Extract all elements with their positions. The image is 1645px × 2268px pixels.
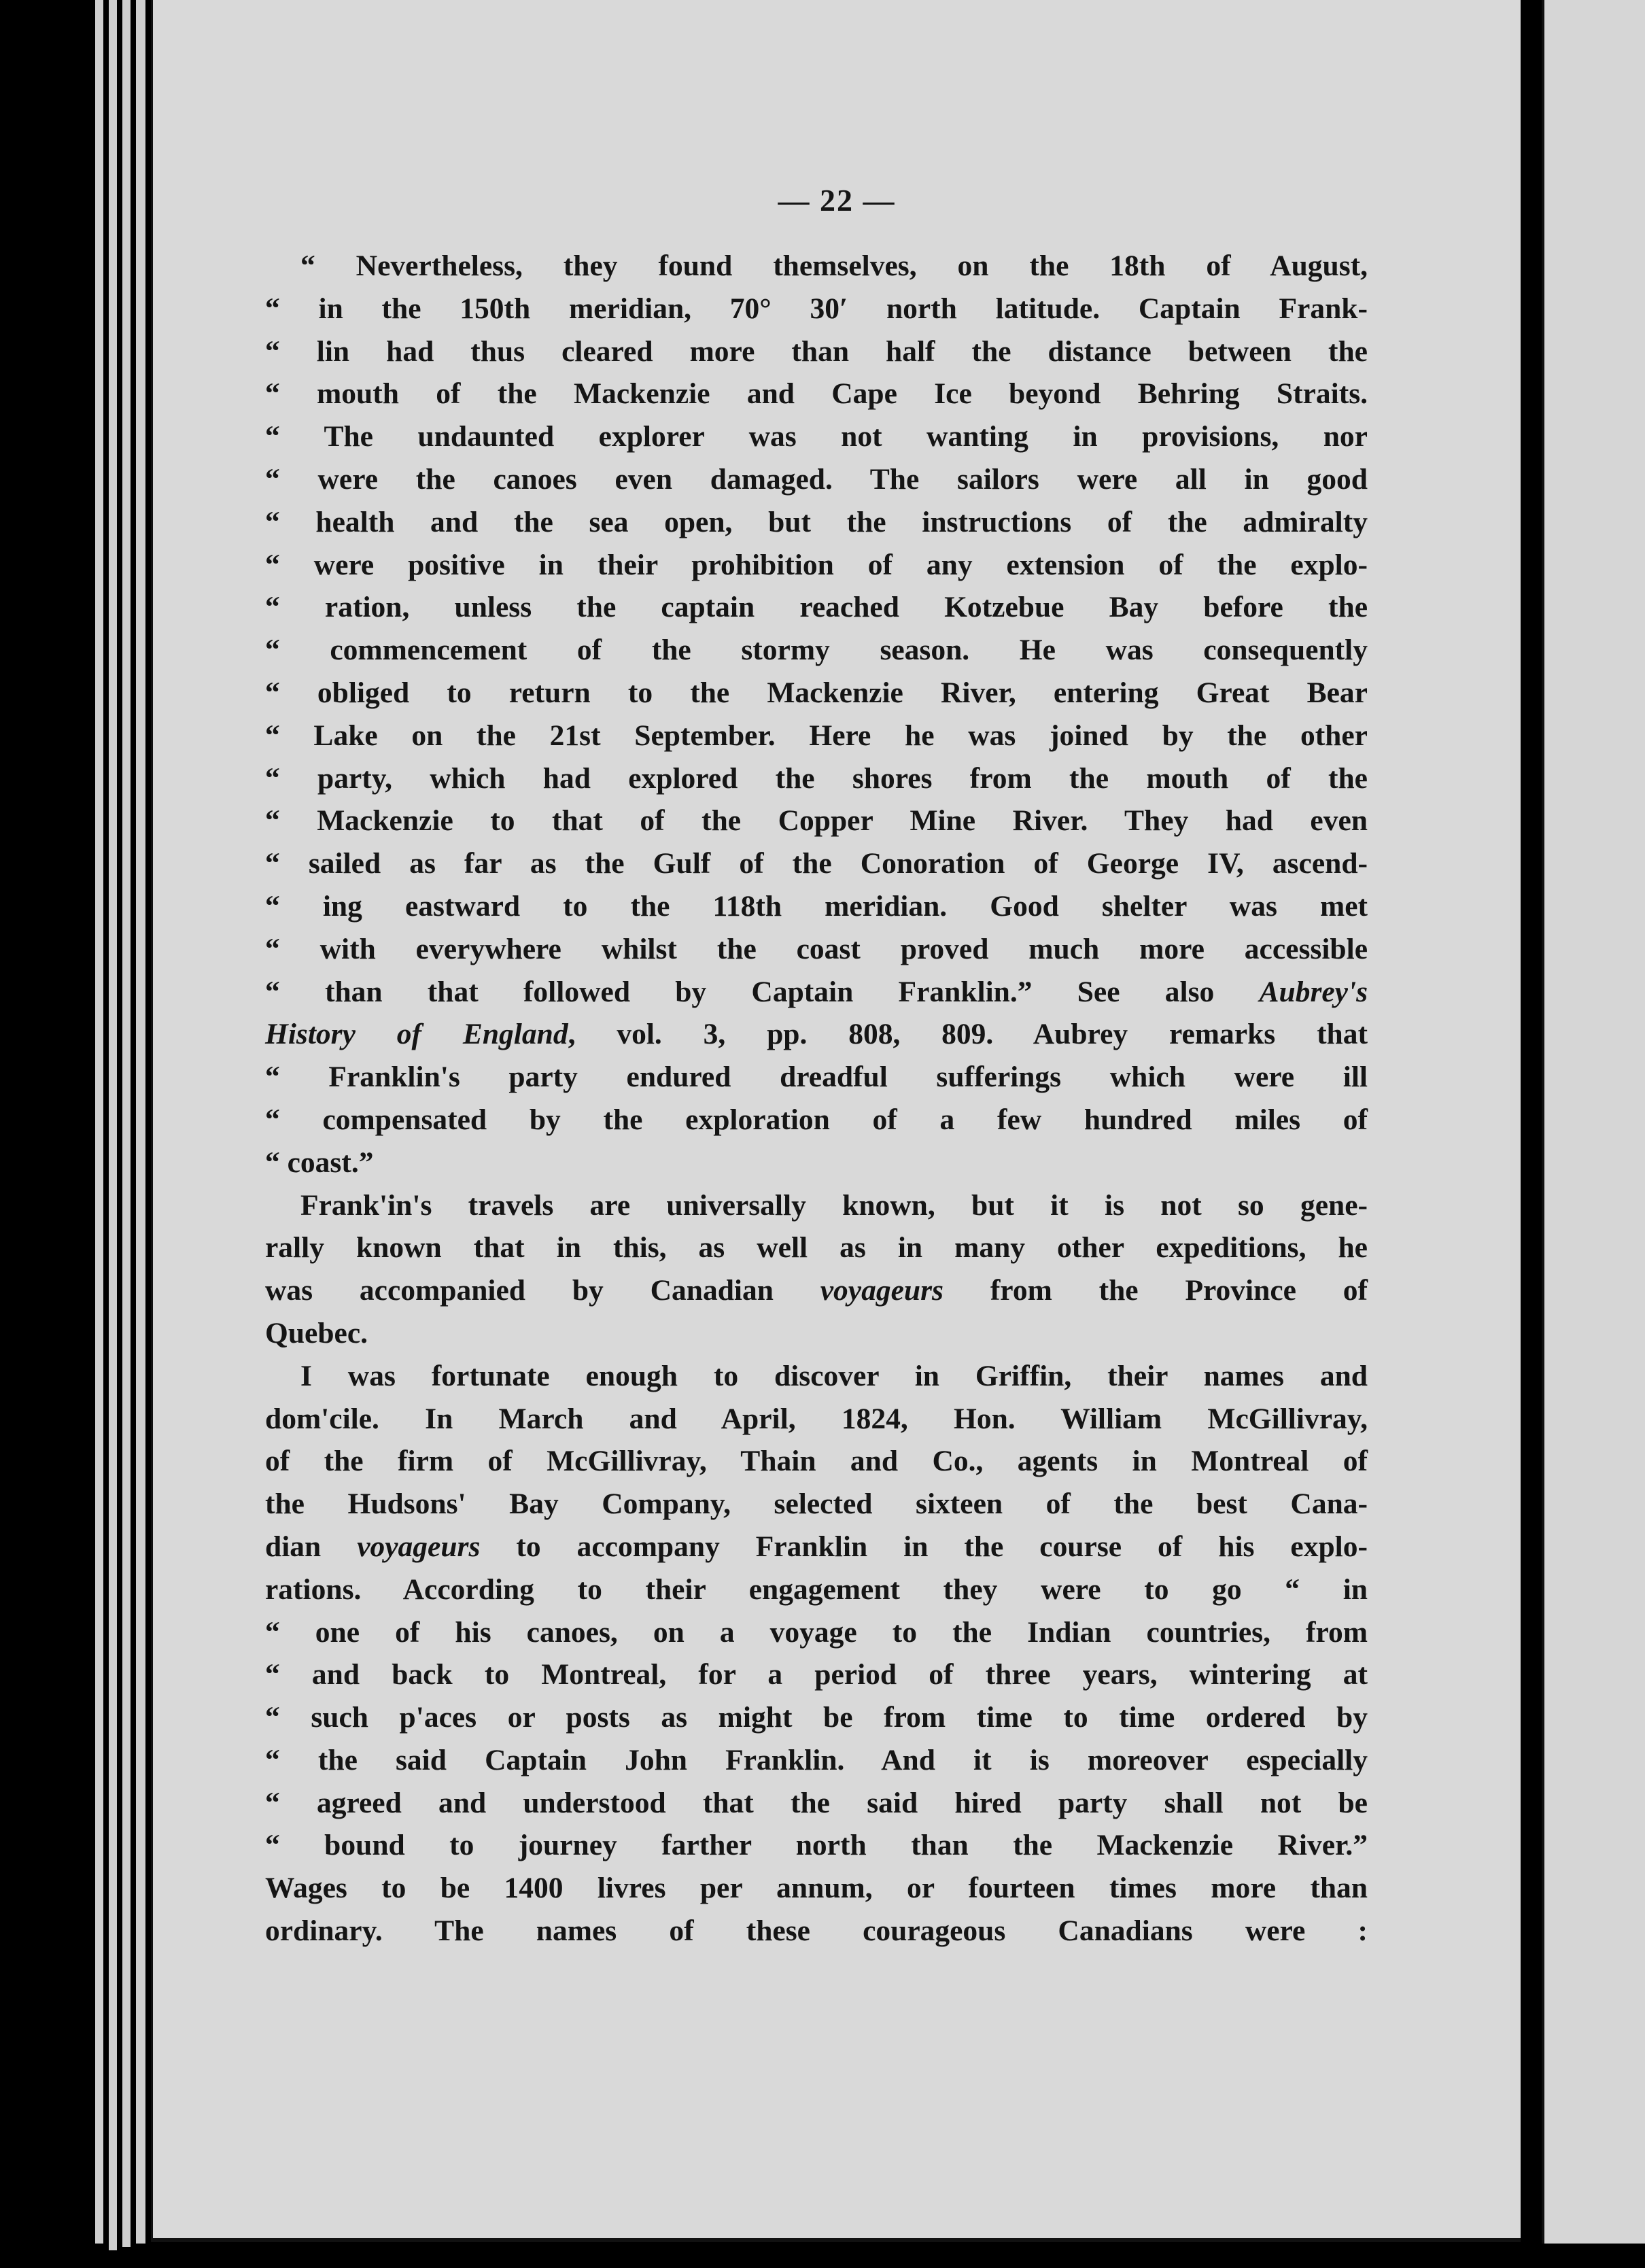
text-line	[265, 1141, 1368, 1184]
line-text: “ were the canoes even damaged. The sailors were all in good	[265, 462, 1368, 496]
line-text: from the Province of	[943, 1274, 1368, 1307]
text-line	[265, 971, 1368, 1014]
text-line	[265, 1440, 1368, 1483]
text-line	[265, 1483, 1368, 1526]
line-text: dom'cile. In March and April, 1824, Hon. William McGillivray,	[265, 1402, 1368, 1435]
line-text: “ The undaunted explorer was not wanting in provisions, nor	[265, 420, 1368, 453]
line-text: “ one of his canoes, on a voyage to the Indian countries, from	[265, 1615, 1368, 1649]
line-text: “ compensated by the exploration of a few hundred miles of	[265, 1103, 1368, 1136]
line-text: rations. According to their engagement they were to go “ in	[265, 1573, 1368, 1606]
line-text: “ coast.”	[265, 1146, 374, 1179]
line-text: “ lin had thus cleared more than half the distance between the	[265, 334, 1368, 368]
body-text	[265, 245, 1368, 1953]
text-line	[265, 629, 1368, 672]
text-line	[265, 1739, 1368, 1782]
line-text: “ health and the sea open, but the instructions of the admiralty	[265, 505, 1368, 538]
line-text: “ with everywhere whilst the coast proved much more accessible	[265, 932, 1368, 965]
text-line	[265, 458, 1368, 501]
line-text: “ the said Captain John Franklin. And it is moreover especially	[265, 1743, 1368, 1776]
text-line	[265, 1355, 1368, 1398]
line-text: Frank'in's travels are universally known, but it is not so gene-	[300, 1188, 1368, 1222]
text-line	[265, 373, 1368, 415]
page-edge-2	[109, 0, 117, 2250]
line-text: “ such p'aces or posts as might be from time to time ordered by	[265, 1701, 1368, 1734]
next-page-edge	[1542, 0, 1645, 2244]
line-text: the Hudsons' Bay Company, selected sixteen of the best Cana-	[265, 1488, 1368, 1521]
text-line	[265, 757, 1368, 800]
text-line	[265, 1312, 1368, 1355]
text-line	[265, 715, 1368, 757]
line-text: , vol. 3, pp. 808, 809. Aubrey remarks that	[568, 1018, 1368, 1051]
page-edge-4	[136, 0, 145, 2244]
page-edge-1	[95, 0, 103, 2244]
line-text: “ Franklin's party endured dreadful sufferings which were ill	[265, 1061, 1368, 1094]
text-line	[265, 1824, 1368, 1867]
line-text: to accompany Franklin in the course of his explo-	[480, 1530, 1368, 1563]
text-line	[265, 245, 1368, 288]
line-text: “ and back to Montreal, for a period of three years, wintering at	[265, 1658, 1368, 1691]
line-text: rally known that in this, as well as in many other expeditions, he	[265, 1231, 1368, 1265]
line-text: ordinary. The names of these courageous Canadians were :	[265, 1914, 1368, 1948]
text-line	[265, 1653, 1368, 1696]
text-line	[265, 1269, 1368, 1312]
text-line	[265, 288, 1368, 330]
page-edge-3	[122, 0, 131, 2247]
italic-text: voyageurs	[820, 1274, 943, 1307]
page-number: — 22 —	[778, 183, 896, 218]
line-text: “ than that followed by Captain Franklin.” See also	[265, 975, 1260, 1008]
line-text: “ ration, unless the captain reached Kotzebue Bay before the	[265, 591, 1368, 624]
text-line	[265, 1910, 1368, 1953]
text-line	[265, 1867, 1368, 1910]
line-text: “ mouth of the Mackenzie and Cape Ice beyond Behring Straits.	[265, 377, 1368, 411]
text-line	[265, 1526, 1368, 1568]
text-line	[265, 330, 1368, 373]
line-text: “ commencement of the stormy season. He was consequently	[265, 634, 1368, 667]
text-line	[265, 1184, 1368, 1227]
line-text: “ sailed as far as the Gulf of the Conoration of George IV, ascend-	[265, 847, 1368, 880]
text-line	[265, 1226, 1368, 1269]
line-text: “ in the 150th meridian, 70° 30′ north latitude. Captain Frank-	[265, 292, 1368, 325]
italic-text: Aubrey's	[1259, 975, 1368, 1008]
text-line	[265, 544, 1368, 587]
text-line	[265, 1611, 1368, 1654]
text-line	[265, 1013, 1368, 1056]
line-text: “ agreed and understood that the said hired party shall not be	[265, 1786, 1368, 1819]
text-line	[265, 415, 1368, 458]
text-line	[265, 1056, 1368, 1099]
line-text: “ obliged to return to the Mackenzie River, entering Great Bear	[265, 676, 1368, 709]
line-text: I was fortunate enough to discover in Griffin, their names and	[300, 1359, 1368, 1392]
text-line	[265, 1568, 1368, 1611]
text-line	[265, 800, 1368, 842]
text-line	[265, 501, 1368, 544]
line-text: of the firm of McGillivray, Thain and Co., agents in Montreal of	[265, 1445, 1368, 1478]
text-line	[265, 672, 1368, 715]
line-text: Quebec.	[265, 1316, 368, 1350]
text-line	[265, 1398, 1368, 1441]
line-text: “ ing eastward to the 118th meridian. Good shelter was met	[265, 889, 1368, 923]
text-line	[265, 1099, 1368, 1141]
line-text: “ bound to journey farther north than the Mackenzie River.”	[265, 1829, 1368, 1862]
text-line	[265, 928, 1368, 971]
line-text: Wages to be 1400 livres per annum, or fourteen times more than	[265, 1872, 1368, 1905]
line-text: “ Mackenzie to that of the Copper Mine River. They had even	[265, 804, 1368, 838]
text-line	[265, 1782, 1368, 1825]
line-text: was accompanied by Canadian	[265, 1274, 820, 1307]
line-text: “ Nevertheless, they found themselves, on the 18th of August,	[300, 250, 1368, 282]
line-text: dian	[265, 1530, 358, 1563]
line-text: “ were positive in their prohibition of any extension of the explo-	[265, 548, 1368, 581]
text-line	[265, 885, 1368, 928]
italic-text: voyageurs	[357, 1530, 481, 1563]
text-line	[265, 586, 1368, 629]
italic-text: History of England	[265, 1018, 568, 1051]
text-line	[265, 1696, 1368, 1739]
line-text: “ Lake on the 21st September. Here he was joined by the other	[265, 719, 1368, 752]
line-text: “ party, which had explored the shores from the mouth of the	[265, 761, 1368, 795]
text-line	[265, 842, 1368, 885]
